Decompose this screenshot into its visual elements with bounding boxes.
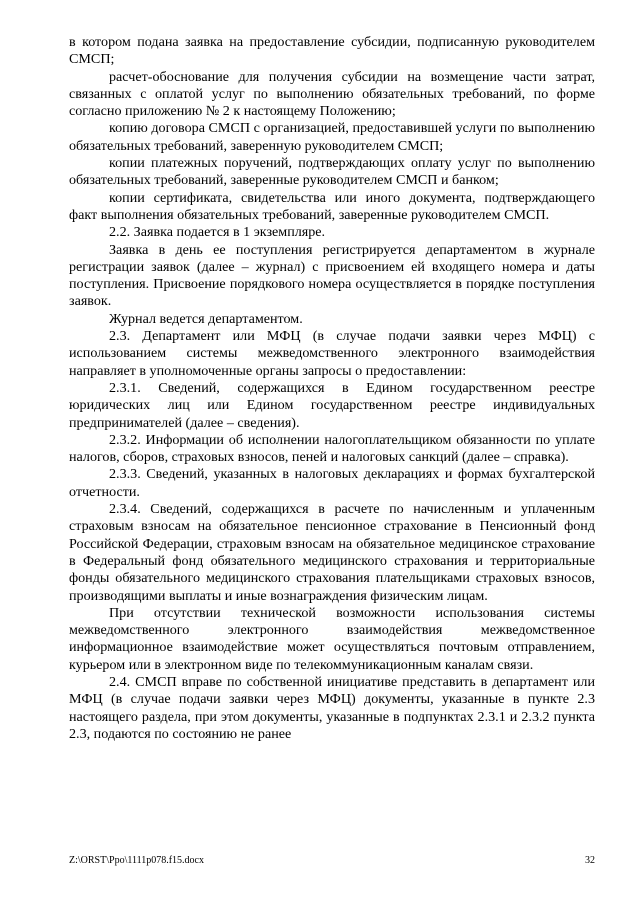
paragraph: 2.3. Департамент или МФЦ (в случае подачи заявки через МФЦ) с использованием системы межведомственного электронного взаимодействия направляет в уполномоченные органы запросы о предоставлении:	[69, 328, 595, 379]
paragraph: 2.2. Заявка подается в 1 экземпляре.	[109, 224, 326, 241]
paragraph: Журнал ведется департаментом.	[109, 310, 303, 327]
paragraph: копии платежных поручений, подтверждающих оплату услуг по выполнению обязательных требований, заверенные руководителем СМСП и банком;	[69, 155, 595, 189]
paragraph: копию договора СМСП с организацией, предоставившей услуги по выполнению обязательных требований, заверенную руководителем СМСП;	[69, 120, 595, 154]
file-path: Z:\ORST\Ppo\1111p078.f15.docx	[69, 855, 204, 866]
paragraph: 2.4. СМСП вправе по собственной инициативе представить в департамент или МФЦ (в случае подачи заявки через МФЦ) документы, указанные в пункте 2.3 настоящего раздела, при этом документы, указанные в подпунктах 2.3.1 и 2.3.2 пункта 2.3, подаются по состоянию не ранее	[69, 673, 595, 742]
paragraph: 2.3.1. Сведений, содержащихся в Едином государственном реестре юридических лиц или Едином государственном реестре индивидуальных предпринимателей (далее – сведения).	[69, 379, 595, 431]
page-number: 32	[585, 855, 595, 866]
paragraph: копии сертификата, свидетельства или иного документа, подтверждающего факт выполнения обязательных требований, заверенные руководителем СМСП.	[69, 189, 595, 223]
paragraph: При отсутствии технической возможности использования системы межведомственного электронного взаимодействия межведомственное информационное взаимодействие может осуществляться почтовым отправлением, курьером или в электронном виде по телекоммуникационным каналам связи.	[69, 604, 595, 673]
paragraph: Заявка в день ее поступления регистрируется департаментом в журнале регистрации заявок (далее – журнал) с присвоением ей входящего номера и даты поступления. Присвоение порядкового номера осуществляется в порядке поступления заявок.	[69, 241, 595, 310]
paragraph: расчет-обоснование для получения субсидии на возмещение части затрат, связанных с оплатой услуг по выполнению обязательных требований, по форме согласно приложению № 2 к настоящему Положению;	[69, 68, 595, 120]
paragraph: 2.3.3. Сведений, указанных в налоговых декларациях и формах бухгалтерской отчетности.	[69, 466, 595, 500]
paragraph: 2.3.4. Сведений, содержащихся в расчете по начисленным и уплаченным страховым взносам на обязательное пенсионное страхование в Пенсионный фонд Российской Федерации, страховым взносам на обязательное медицинское страхование в Федеральный фонд обязательного медицинского страхования и территориальные фонды обязательного медицинского страхования плательщиками страховых взносов, производящими выплаты и иные вознаграждения физическим лицам.	[69, 501, 595, 604]
paragraph: 2.3.2. Информации об исполнении налогоплательщиком обязанности по уплате налогов, сборов, страховых взносов, пеней и налоговых санкций (далее – справка).	[69, 431, 595, 466]
paragraph: в котором подана заявка на предоставление субсидии, подписанную руководителем СМСП;	[69, 34, 595, 68]
page-footer	[69, 854, 595, 868]
document-body	[69, 34, 595, 743]
